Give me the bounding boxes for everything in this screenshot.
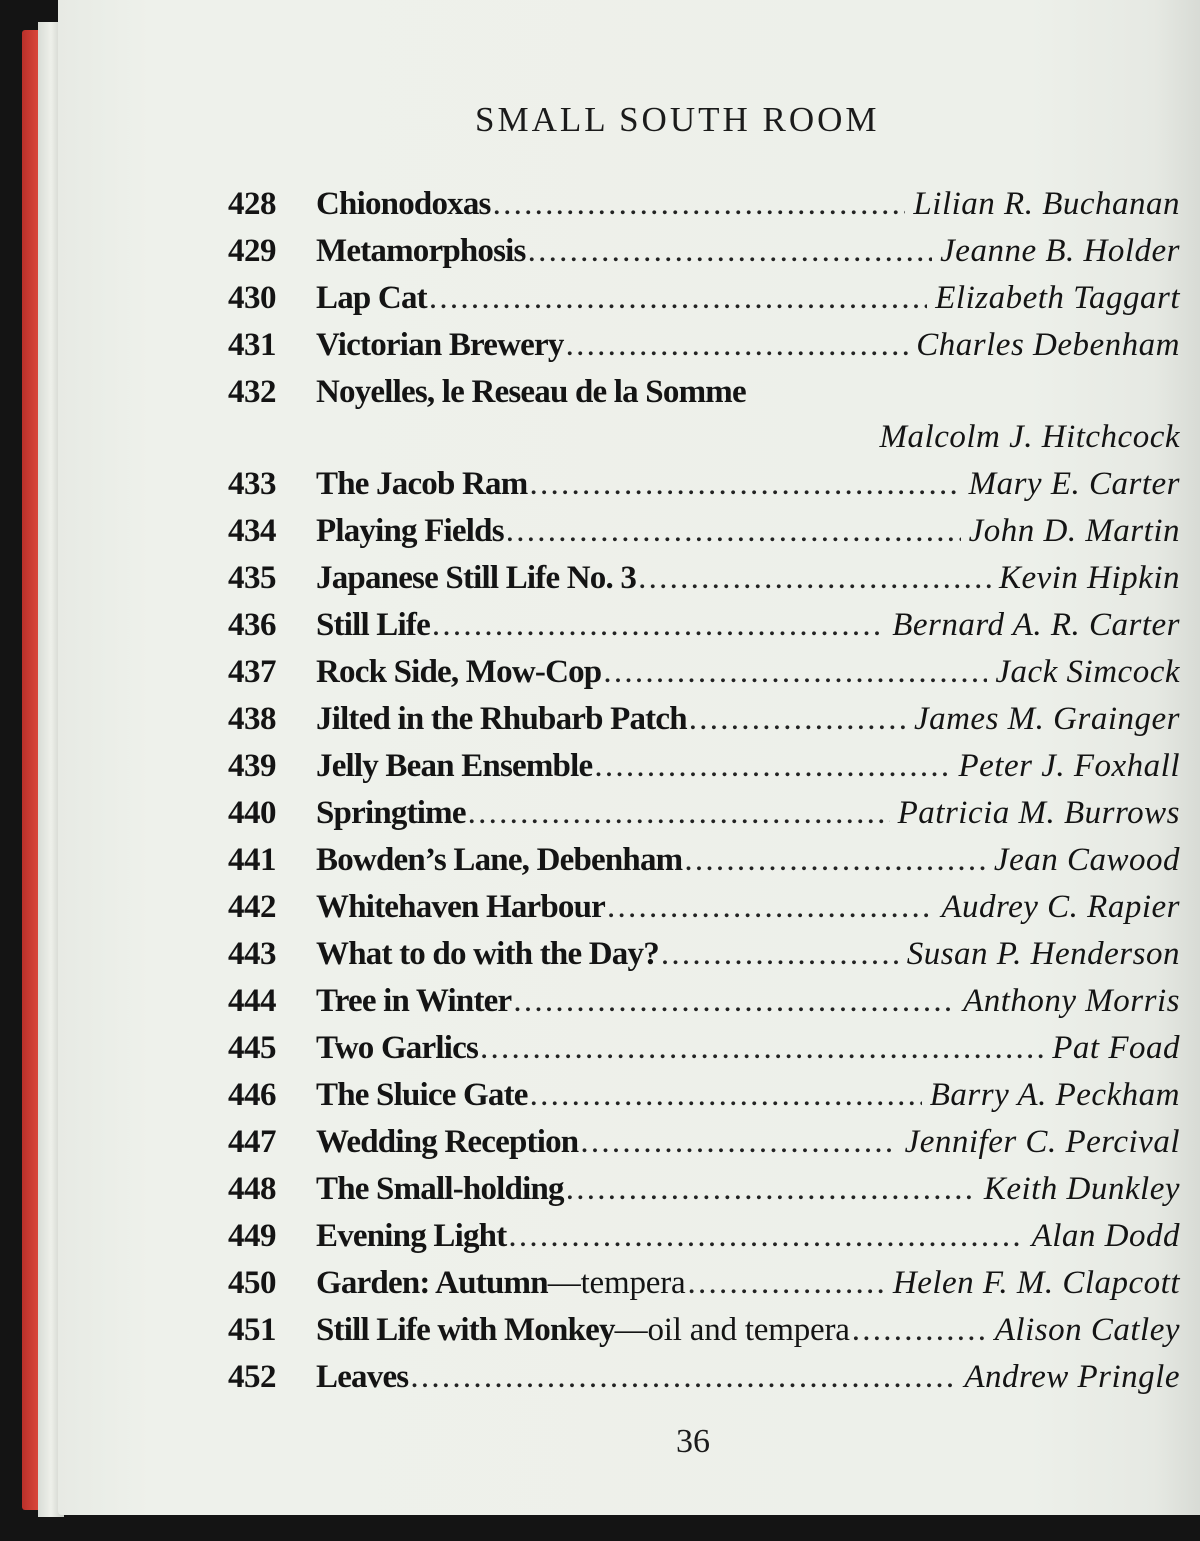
entry-number: 450 [228,1265,276,1301]
catalogue-entry [228,887,1180,927]
entry-number: 430 [228,280,276,316]
entry-artist: Anthony Morris [963,983,1180,1019]
dot-leader [529,464,960,504]
entry-title: Springtime [316,795,466,831]
dot-leader [508,1216,1023,1256]
entry-artist: Andrew Pringle [964,1359,1180,1395]
entry-title: Jelly Bean Ensemble [316,748,593,784]
catalogue-entry [228,605,1180,645]
entry-title: Whitehaven Harbour [316,889,606,925]
catalogue-entry [228,1310,1180,1350]
entry-number: 437 [228,654,276,690]
entry-artist: Lilian R. Buchanan [913,186,1180,222]
entry-number: 441 [228,842,276,878]
dot-leader [687,1263,884,1303]
entry-title: The Small-holding [316,1171,564,1207]
entry-title: Garden: Autumn [316,1265,548,1301]
entry-medium: —oil and tempera [614,1312,850,1348]
entry-number: 448 [228,1171,276,1207]
entry-title: Still Life with Monkey [316,1312,615,1348]
entry-artist: Alison Catley [994,1312,1180,1348]
entry-artist: Keith Dunkley [983,1171,1180,1207]
entry-number: 451 [228,1312,276,1348]
dot-leader [594,746,950,786]
dot-leader [493,184,906,224]
entry-title: Rock Side, Mow-Cop [316,654,602,690]
catalogue-entry [228,231,1180,271]
dot-leader [429,278,927,318]
entry-title: Chionodoxas [316,186,491,222]
dot-leader [410,1357,956,1397]
dot-leader [528,231,933,271]
dot-leader [607,887,933,927]
entry-title: Leaves [316,1359,409,1395]
entry-number: 435 [228,560,276,596]
dot-leader [468,793,890,833]
dot-leader [566,1169,976,1209]
dot-leader [506,511,961,551]
entry-artist: Bernard A. R. Carter [892,607,1180,643]
entry-artist: Malcolm J. Hitchcock [879,419,1180,455]
dot-leader [580,1122,896,1162]
entry-artist: Susan P. Henderson [906,936,1180,972]
dot-leader [684,840,986,880]
entry-artist: Pat Foad [1052,1030,1180,1066]
entry-artist: Charles Debenham [916,327,1180,363]
entry-title: Japanese Still Life No. 3 [316,560,637,596]
entry-title: Tree in Winter [316,983,512,1019]
catalogue-entry [228,934,1180,974]
dot-leader [566,325,909,365]
section-title: SMALL SOUTH ROOM [475,100,880,139]
page-number: 36 [676,1423,710,1460]
catalogue-entry [228,1216,1180,1256]
entry-artist: Jeanne B. Holder [940,233,1180,269]
entry-artist: Mary E. Carter [968,466,1180,502]
entry-title: Lap Cat [316,280,427,316]
entry-artist: Jean Cawood [993,842,1180,878]
entry-title: What to do with the Day? [316,936,659,972]
catalogue-entry [228,652,1180,692]
entry-title: Noyelles, le Reseau de la Somme [316,374,746,410]
entry-number: 431 [228,327,276,363]
catalogue-entry [228,278,1180,318]
entry-title: Evening Light [316,1218,507,1254]
entry-number: 442 [228,889,276,925]
dot-leader [480,1028,1044,1068]
entry-artist: Peter J. Foxhall [958,748,1180,784]
entry-number: 440 [228,795,276,831]
entry-number: 438 [228,701,276,737]
entry-number: 434 [228,513,276,549]
entry-number: 445 [228,1030,276,1066]
entry-title: Victorian Brewery [316,327,564,363]
dot-leader [638,558,991,598]
entry-number: 443 [228,936,276,972]
entry-artist: Barry A. Peckham [929,1077,1180,1113]
entry-artist: Jennifer C. Percival [904,1124,1180,1160]
entry-number: 452 [228,1359,276,1395]
dot-leader [603,652,987,692]
entry-artist: Elizabeth Taggart [935,280,1180,316]
entry-artist: Jack Simcock [995,654,1180,690]
entry-medium: —tempera [547,1265,686,1301]
entry-number: 432 [228,374,276,410]
entry-title: Still Life [316,607,430,643]
entry-number: 428 [228,186,276,222]
entry-number: 433 [228,466,276,502]
entry-title: Metamorphosis [316,233,526,269]
catalogue-entry [228,840,1180,880]
catalogue-entry [228,981,1180,1021]
entry-title: The Sluice Gate [316,1077,528,1113]
entry-number: 449 [228,1218,276,1254]
entry-title: Wedding Reception [316,1124,579,1160]
catalogue-entry [228,184,1180,224]
catalogue-entry [228,1263,1180,1303]
catalogue-entry [228,746,1180,786]
catalogue-entry [228,511,1180,551]
entry-title: Bowden’s Lane, Debenham [316,842,683,878]
entry-artist: Helen F. M. Clapcott [892,1265,1180,1301]
entry-number: 439 [228,748,276,784]
catalogue-entry [228,793,1180,833]
entry-artist: Audrey C. Rapier [941,889,1180,925]
entry-artist: Kevin Hipkin [998,560,1180,596]
catalogue-entry [228,464,1180,504]
entry-number: 447 [228,1124,276,1160]
dot-leader [432,605,884,645]
entry-number: 446 [228,1077,276,1113]
dot-leader [661,934,899,974]
catalogue-entry [228,1122,1180,1162]
catalogue-entry [228,699,1180,739]
entry-title: The Jacob Ram [316,466,528,502]
entry-number: 436 [228,607,276,643]
entry-title: Jilted in the Rhubarb Patch [316,701,687,737]
entry-title: Two Garlics [316,1030,478,1066]
dot-leader [513,981,955,1021]
catalogue-entry [228,372,1180,412]
catalogue-entry [228,1028,1180,1068]
dot-leader [530,1075,922,1115]
dot-leader [852,1310,987,1350]
catalogue-entry [228,558,1180,598]
entry-number: 429 [228,233,276,269]
catalogue-entry [228,1075,1180,1115]
entry-artist: James M. Grainger [913,701,1180,737]
catalogue-entry [228,1357,1180,1397]
entry-artist: Patricia M. Burrows [897,795,1180,831]
dot-leader [689,699,906,739]
entry-number: 444 [228,983,276,1019]
entry-title: Playing Fields [316,513,504,549]
entry-artist: John D. Martin [968,513,1180,549]
entry-artist: Alan Dodd [1031,1218,1180,1254]
catalogue-entry [228,1169,1180,1209]
catalogue-entry [228,325,1180,365]
